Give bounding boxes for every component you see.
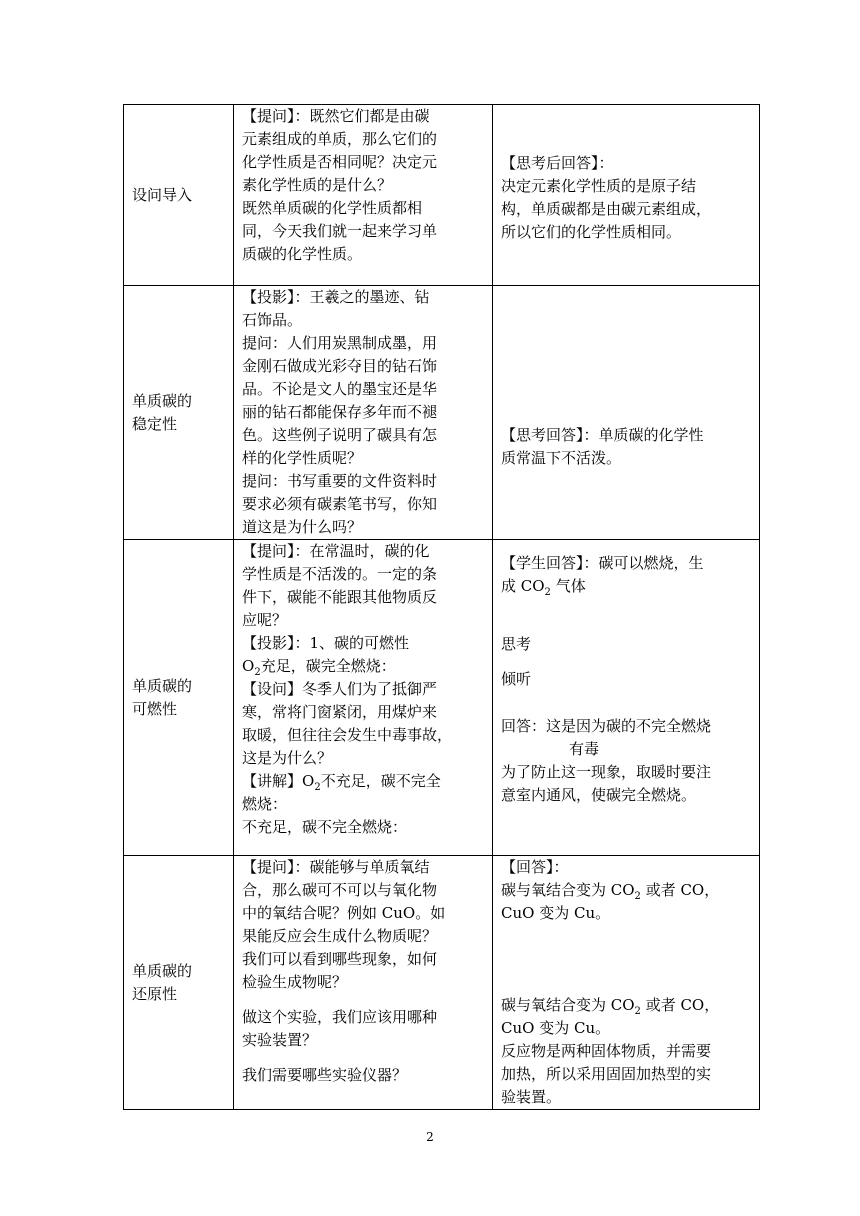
text-line: CuO 变为 Cu。 bbox=[501, 904, 611, 922]
text-line: 有毒 bbox=[569, 740, 600, 758]
text-line: 【学生回答】：碳可以燃烧，生 bbox=[501, 554, 704, 572]
student-activity-cell bbox=[493, 105, 760, 286]
teacher-activity-cell bbox=[234, 105, 493, 286]
text-line: 质碳的化学性质。 bbox=[242, 245, 363, 263]
stage-label: 稳定性 bbox=[132, 414, 178, 433]
subscript: 2 bbox=[254, 667, 261, 678]
text-line: 化学性质是否相同呢？决定元 bbox=[242, 153, 438, 171]
text-line: 燃烧： bbox=[242, 795, 288, 813]
text-line: 学性质是不活泼的。一定的条 bbox=[242, 565, 438, 583]
text-line: 样的化学性质呢？ bbox=[242, 449, 363, 467]
text-fragment: 充足，碳完全燃烧： bbox=[260, 657, 396, 675]
text-line: 倾听 bbox=[501, 670, 532, 688]
stage-label: 设问导入 bbox=[132, 185, 193, 204]
text-line: 素化学性质的是什么？ bbox=[242, 176, 393, 194]
student-activity-cell bbox=[493, 540, 760, 856]
text-line: 回答：这是因为碳的不完全燃烧 bbox=[501, 717, 712, 735]
stage-label: 还原性 bbox=[132, 984, 178, 1003]
text-line: 元素组成的单质，那么它们的 bbox=[242, 130, 438, 148]
text-line: 【提问】：碳能够与单质氧结 bbox=[242, 858, 430, 876]
text-line: 既然单质碳的化学性质都相 bbox=[242, 199, 423, 217]
text-line: 提问：书写重要的文件资料时 bbox=[242, 472, 438, 490]
student-activity-cell bbox=[493, 286, 760, 540]
text-line: 决定元素化学性质的是原子结 bbox=[501, 177, 697, 195]
subscript: 2 bbox=[634, 1006, 641, 1017]
stage-label: 可燃性 bbox=[132, 699, 178, 718]
formula-o2: O bbox=[242, 657, 255, 675]
text-line: 我们需要哪些实验仪器？ bbox=[242, 1066, 408, 1084]
text-fragment: 成 CO bbox=[501, 577, 545, 595]
lesson-plan-table bbox=[123, 104, 760, 1110]
text-line: 【思考回答】：单质碳的化学性 bbox=[501, 426, 704, 444]
table-row bbox=[124, 105, 760, 286]
table-row bbox=[124, 540, 760, 856]
text-line: 道这是为什么吗？ bbox=[242, 518, 363, 536]
text-fragment: 【讲解】O bbox=[242, 772, 315, 790]
text-line: 石饰品。 bbox=[242, 311, 303, 329]
text-line: 构，单质碳都是由碳元素组成， bbox=[501, 200, 712, 218]
stage-label: 单质碳的 bbox=[132, 391, 193, 410]
table-row bbox=[124, 856, 760, 1110]
subscript: 2 bbox=[544, 587, 551, 598]
text-line: 所以它们的化学性质相同。 bbox=[501, 223, 682, 241]
text-fragment: 碳与氧结合变为 CO bbox=[501, 996, 635, 1014]
teacher-activity-cell bbox=[234, 540, 493, 856]
stage-label: 单质碳的 bbox=[132, 961, 193, 980]
text-line: 件下，碳能不能跟其他物质反 bbox=[242, 588, 438, 606]
text-line: CuO 变为 Cu。 bbox=[501, 1019, 611, 1037]
text-line: 【投影】：1、碳的可燃性 bbox=[242, 634, 410, 652]
stage-cell bbox=[124, 286, 234, 540]
text-line: 【投影】：王羲之的墨迹、钻 bbox=[242, 288, 430, 306]
text-line bbox=[501, 994, 755, 1017]
page-number: 2 bbox=[426, 1130, 434, 1144]
subscript: 2 bbox=[634, 891, 641, 902]
text-line: 应呢？ bbox=[242, 611, 288, 629]
text-line: 同，今天我们就一起来学习单 bbox=[242, 222, 438, 240]
text-line: 丽的钻石都能保存多年而不褪 bbox=[242, 403, 438, 421]
text-line: 加热，所以采用固固加热型的实 bbox=[501, 1065, 712, 1083]
text-fragment: 气体 bbox=[550, 577, 586, 595]
text-line: 合，那么碳可不可以与氧化物 bbox=[242, 881, 438, 899]
text-line: 寒，常将门窗紧闭，用煤炉来 bbox=[242, 703, 438, 721]
text-line: 为了防止这一现象，取暖时要注 bbox=[501, 763, 712, 781]
text-line: 金刚石做成光彩夺目的钻石饰 bbox=[242, 357, 438, 375]
text-line bbox=[501, 879, 755, 902]
text-line: 做这个实验，我们应该用哪种 bbox=[242, 1008, 438, 1026]
text-line: 【提问】：既然它们都是由碳 bbox=[242, 107, 430, 125]
text-line: 实验装置？ bbox=[242, 1031, 318, 1049]
text-line: 【回答】： bbox=[501, 858, 569, 876]
text-line: 【思考后回答】： bbox=[501, 154, 614, 172]
text-line: 取暖，但往往会发生中毒事故， bbox=[242, 726, 453, 744]
text-line: 提问：人们用炭黑制成墨，用 bbox=[242, 334, 438, 352]
text-line bbox=[242, 770, 488, 793]
teacher-activity-cell bbox=[234, 286, 493, 540]
text-line bbox=[501, 575, 755, 598]
text-line: 思考 bbox=[501, 635, 532, 653]
text-line: 要求必须有碳素笔书写，你知 bbox=[242, 495, 438, 513]
text-fragment: 不充足，碳不完全 bbox=[320, 772, 441, 790]
text-line bbox=[242, 655, 488, 678]
text-line: 验装置。 bbox=[501, 1088, 562, 1106]
student-activity-cell bbox=[493, 856, 760, 1110]
text-line: 检验生成物呢？ bbox=[242, 973, 348, 991]
text-line: 我们可以看到哪些现象，如何 bbox=[242, 950, 438, 968]
teacher-activity-cell bbox=[234, 856, 493, 1110]
stage-cell bbox=[124, 540, 234, 856]
text-line: 【提问】：在常温时，碳的化 bbox=[242, 542, 430, 560]
text-line: 反应物是两种固体物质，并需要 bbox=[501, 1042, 712, 1060]
text-fragment: 或者 CO， bbox=[640, 881, 720, 899]
text-line: 这是为什么？ bbox=[242, 749, 333, 767]
stage-cell bbox=[124, 856, 234, 1110]
table-row bbox=[124, 286, 760, 540]
text-line: 质常温下不活泼。 bbox=[501, 449, 622, 467]
text-line: 不充足，碳不完全燃烧： bbox=[242, 818, 408, 836]
text-line: 意室内通风，使碳完全燃烧。 bbox=[501, 786, 697, 804]
stage-cell bbox=[124, 105, 234, 286]
text-line: 果能反应会生成什么物质呢？ bbox=[242, 927, 438, 945]
stage-label: 单质碳的 bbox=[132, 676, 193, 695]
text-line: 【设问】冬季人们为了抵御严 bbox=[242, 680, 438, 698]
text-fragment: 或者 CO， bbox=[640, 996, 720, 1014]
subscript: 2 bbox=[314, 782, 321, 793]
text-line: 品。不论是文人的墨宝还是华 bbox=[242, 380, 438, 398]
text-line: 中的氧结合呢？例如 CuO。如 bbox=[242, 904, 446, 922]
text-fragment: 碳与氧结合变为 CO bbox=[501, 881, 635, 899]
text-line: 色。这些例子说明了碳具有怎 bbox=[242, 426, 438, 444]
